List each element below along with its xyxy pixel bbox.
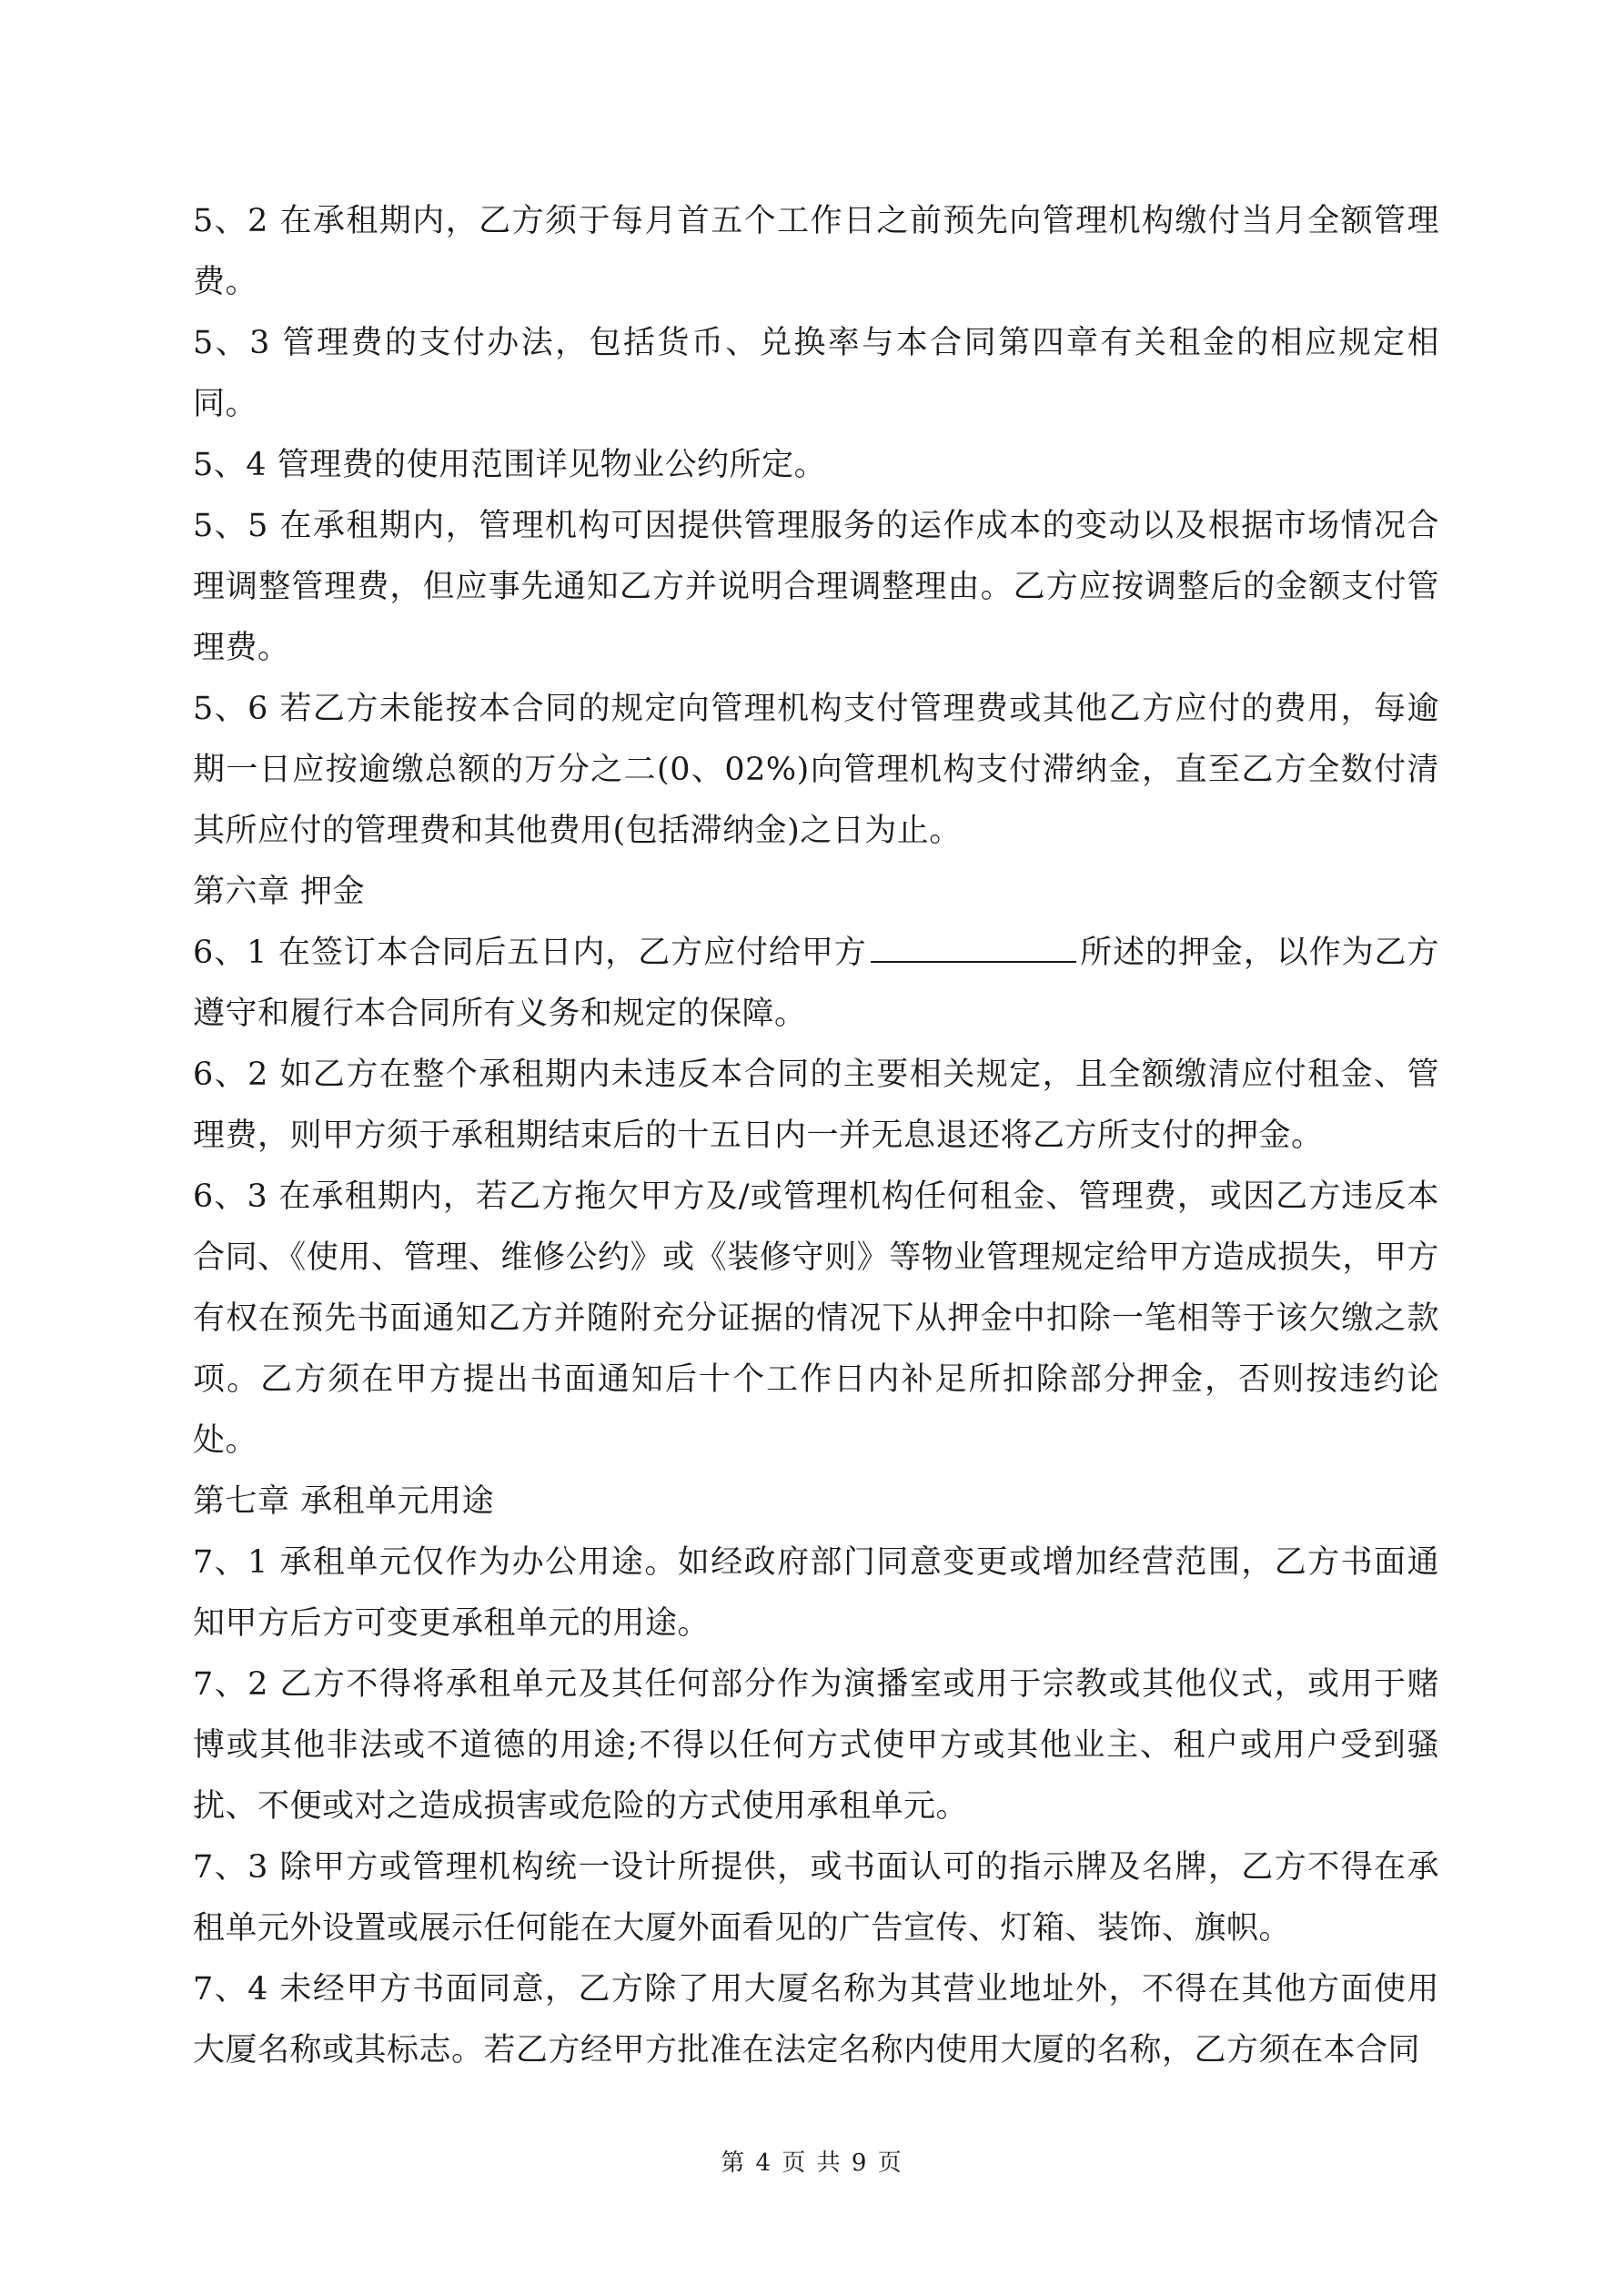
page-number-footer: 第 4 页 共 9 页 <box>721 2149 903 2177</box>
clause-5-5: 5、5 在承租期内，管理机构可因提供管理服务的运作成本的变动以及根据市场情况合理调整管理费，但应事先通知乙方并说明合理调整理由。乙方应按调整后的金额支付管理费。 <box>193 508 1439 666</box>
clause-6-1 <box>193 923 1439 1045</box>
document-body <box>193 191 1439 2081</box>
clause-5-2: 5、2 在承租期内，乙方须于每月首五个工作日之前预先向管理机构缴付当月全额管理费。 <box>193 203 1439 300</box>
chapter-7-heading: 第七章 承租单元用途 <box>193 1483 495 1520</box>
deposit-amount-blank <box>871 936 1076 963</box>
clause-7-3: 7、3 除甲方或管理机构统一设计所提供，或书面认可的指示牌及名牌，乙方不得在承租单元外设置或展示任何能在大厦外面看见的广告宣传、灯箱、装饰、旗帜。 <box>193 1849 1439 1947</box>
clause-6-2: 6、2 如乙方在整个承租期内未违反本合同的主要相关规定，且全额缴清应付租金、管理费，则甲方须于承租期结束后的十五日内一并无息退还将乙方所支付的押金。 <box>193 1057 1439 1154</box>
clause-6-1-text-a: 6、1 在签订本合同后五日内，乙方应付给甲方 <box>193 935 867 971</box>
clause-5-4: 5、4 管理费的使用范围详见物业公约所定。 <box>193 447 827 483</box>
clause-7-4: 7、4 未经甲方书面同意，乙方除了用大厦名称为其营业地址外，不得在其他方面使用大厦名称或其标志。若乙方经甲方批准在法定名称内使用大厦的名称，乙方须在本合同 <box>193 1971 1439 2068</box>
clause-5-3: 5、3 管理费的支付办法，包括货币、兑换率与本合同第四章有关租金的相应规定相同。 <box>193 325 1439 422</box>
clause-6-1-text-b: 所述的押金，以作为乙方遵守和履行本合同所有义务和规定的保障。 <box>193 935 1439 1032</box>
clause-7-1: 7、1 承租单元仅作为办公用途。如经政府部门同意变更或增加经营范围，乙方书面通知甲方后方可变更承租单元的用途。 <box>193 1544 1439 1642</box>
clause-7-2: 7、2 乙方不得将承租单元及其任何部分作为演播室或用于宗教或其他仪式，或用于赌博或其他非法或不道德的用途;不得以任何方式使甲方或其他业主、租户或用户受到骚扰、不便或对之造成损害或危险的方式使用承租单元。 <box>193 1666 1439 1825</box>
clause-6-3: 6、3 在承租期内，若乙方拖欠甲方及/或管理机构任何租金、管理费，或因乙方违反本合同、《使用、管理、维修公约》或《装修守则》等物业管理规定给甲方造成损失，甲方有权在预先书面通知乙方并随附充分证据的情况下从押金中扣除一笔相等于该欠缴之款项。乙方须在甲方提出书面通知后十个工作日内补足所扣除部分押金，否则按违约论处。 <box>193 1178 1439 1459</box>
clause-5-6: 5、6 若乙方未能按本合同的规定向管理机构支付管理费或其他乙方应付的费用，每逾期一日应按逾缴总额的万分之二(0、02%)向管理机构支付滞纳金，直至乙方全数付清其所应付的管理费和其他费用(包括滞纳金)之日为止。 <box>193 691 1439 849</box>
chapter-6-heading: 第六章 押金 <box>193 874 366 910</box>
